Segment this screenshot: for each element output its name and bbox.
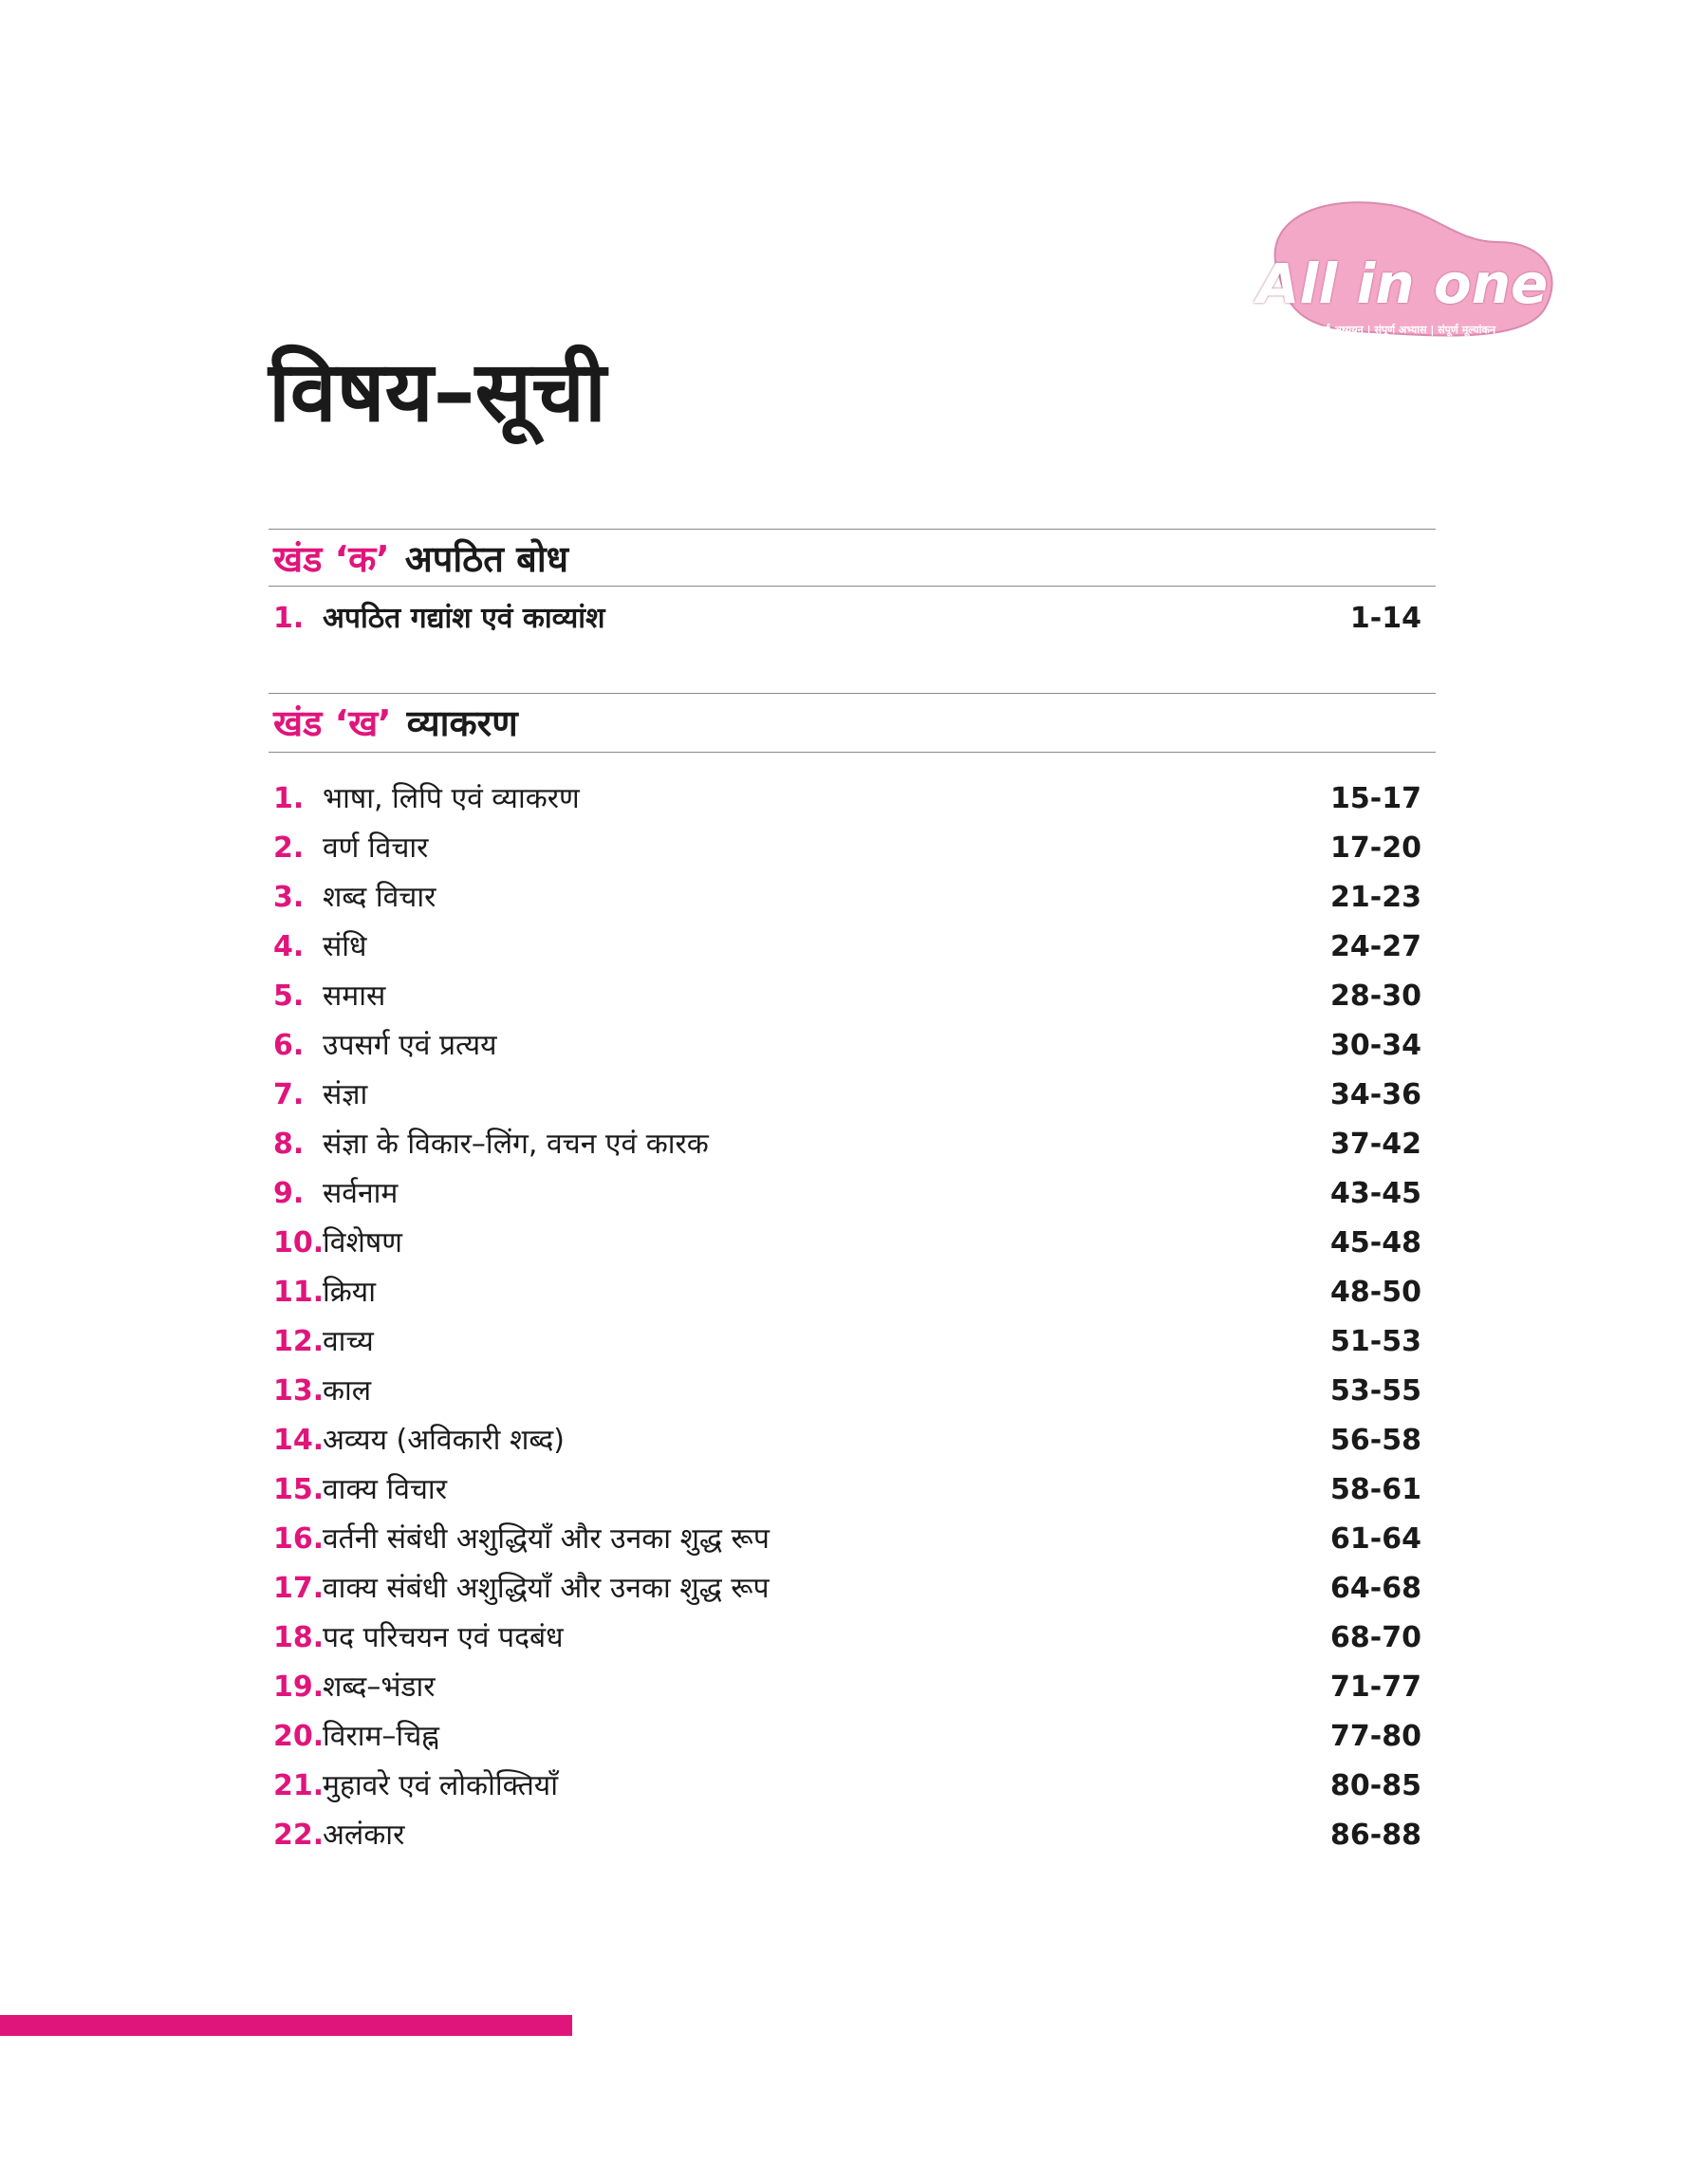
toc-entry[interactable] [273, 1568, 1421, 1610]
entry-pages: 30-34 [1330, 1029, 1421, 1062]
entry-number: 16. [273, 1522, 325, 1556]
toc-entry[interactable] [273, 598, 1421, 640]
entry-pages: 34-36 [1330, 1078, 1421, 1111]
toc-entry[interactable] [273, 1074, 1421, 1116]
entry-title: अव्यय (अविकारी शब्द) [323, 1424, 566, 1457]
section-heading [273, 538, 569, 580]
logo-wordmark: All in one [1256, 252, 1549, 316]
entry-pages: 28-30 [1330, 980, 1421, 1013]
toc-entry[interactable] [273, 828, 1421, 869]
section-heading [273, 702, 518, 744]
toc-entry[interactable] [273, 1321, 1421, 1363]
entry-number: 2. [273, 831, 305, 865]
entry-title: सर्वनाम [323, 1177, 399, 1210]
toc-entry[interactable] [273, 877, 1421, 919]
toc-entry[interactable] [273, 1667, 1421, 1708]
section-divider [269, 529, 1436, 530]
entry-number: 7. [273, 1078, 305, 1111]
entry-pages: 61-64 [1330, 1522, 1421, 1556]
section-label: खंड ‘ख’ [273, 702, 392, 744]
entry-pages: 15-17 [1330, 782, 1421, 815]
entry-number: 3. [273, 881, 305, 914]
entry-title: संज्ञा के विकार–लिंग, वचन एवं कारक [323, 1128, 709, 1161]
section-divider [269, 693, 1436, 694]
entry-title: वर्ण विचार [323, 831, 429, 865]
entry-number: 21. [273, 1769, 325, 1802]
toc-entry[interactable] [273, 1765, 1421, 1807]
brand-logo [1251, 190, 1564, 342]
entry-pages: 45-48 [1330, 1226, 1421, 1259]
bottom-accent-bar [0, 2015, 572, 2036]
entry-pages: 1-14 [1349, 602, 1421, 635]
entry-pages: 68-70 [1330, 1621, 1421, 1654]
entry-title: वर्तनी संबंधी अशुद्धियाँ और उनका शुद्ध रूप [323, 1522, 770, 1556]
toc-entry[interactable] [273, 1815, 1421, 1856]
toc-entry[interactable] [273, 1222, 1421, 1264]
entry-title: संधि [323, 930, 367, 963]
section-name: अपठित बोध [404, 538, 569, 580]
entry-title: विराम–चिह्न [323, 1720, 439, 1753]
entry-pages: 21-23 [1330, 881, 1421, 914]
logo-tagline: संपूर्ण अध्ययन | संपूर्ण अभ्यास | संपूर्ण मूल्यांकन [1309, 324, 1496, 336]
entry-number: 11. [273, 1276, 325, 1309]
toc-entry[interactable] [273, 1469, 1421, 1511]
entry-title: शब्द–भंडार [323, 1670, 436, 1704]
entry-pages: 24-27 [1330, 930, 1421, 963]
toc-entry[interactable] [273, 778, 1421, 820]
page-title: विषय–सूची [269, 343, 606, 440]
entry-number: 19. [273, 1670, 325, 1704]
entry-number: 5. [273, 980, 305, 1013]
toc-entry[interactable] [273, 1124, 1421, 1166]
entry-title: मुहावरे एवं लोकोक्तियाँ [323, 1769, 558, 1802]
toc-entry[interactable] [273, 976, 1421, 1017]
entry-title: अलंकार [323, 1819, 405, 1852]
entry-pages: 56-58 [1330, 1424, 1421, 1457]
toc-entry[interactable] [273, 1420, 1421, 1462]
entry-number: 13. [273, 1374, 325, 1408]
entry-number: 22. [273, 1819, 325, 1852]
entry-pages: 86-88 [1330, 1819, 1421, 1852]
entry-number: 20. [273, 1720, 325, 1753]
entry-pages: 48-50 [1330, 1276, 1421, 1309]
toc-entry[interactable] [273, 1519, 1421, 1560]
entry-pages: 51-53 [1330, 1325, 1421, 1358]
entry-title: समास [323, 980, 386, 1013]
section-name: व्याकरण [406, 702, 518, 744]
section-divider [269, 752, 1436, 753]
entry-number: 17. [273, 1572, 325, 1605]
entry-title: अपठित गद्यांश एवं काव्यांश [323, 602, 605, 635]
entry-number: 8. [273, 1128, 305, 1161]
entry-pages: 71-77 [1330, 1670, 1421, 1704]
section-label: खंड ‘क’ [273, 538, 390, 580]
entry-title: वाच्य [323, 1325, 374, 1358]
entry-title: क्रिया [323, 1276, 376, 1309]
entry-title: वाक्य संबंधी अशुद्धियाँ और उनका शुद्ध रूप [323, 1572, 770, 1605]
entry-pages: 37-42 [1330, 1128, 1421, 1161]
entry-number: 4. [273, 930, 305, 963]
toc-entry[interactable] [273, 926, 1421, 968]
entry-pages: 17-20 [1330, 831, 1421, 865]
toc-entry[interactable] [273, 1025, 1421, 1067]
entry-number: 10. [273, 1226, 325, 1259]
toc-entry[interactable] [273, 1716, 1421, 1758]
entry-title: वाक्य विचार [323, 1473, 447, 1506]
entry-title: शब्द विचार [323, 881, 436, 914]
section-divider [269, 586, 1436, 587]
entry-pages: 64-68 [1330, 1572, 1421, 1605]
toc-entry[interactable] [273, 1173, 1421, 1215]
entry-pages: 80-85 [1330, 1769, 1421, 1802]
entry-title: विशेषण [323, 1226, 402, 1259]
entry-number: 12. [273, 1325, 325, 1358]
entry-title: पद परिचयन एवं पदबंध [323, 1621, 564, 1654]
entry-pages: 77-80 [1330, 1720, 1421, 1753]
entry-pages: 53-55 [1330, 1374, 1421, 1408]
entry-title: उपसर्ग एवं प्रत्यय [323, 1029, 497, 1062]
entry-number: 6. [273, 1029, 305, 1062]
entry-number: 1. [273, 782, 305, 815]
entry-number: 15. [273, 1473, 325, 1506]
entry-number: 14. [273, 1424, 325, 1457]
entry-number: 9. [273, 1177, 305, 1210]
entry-title: संज्ञा [323, 1078, 368, 1111]
entry-number: 1. [273, 602, 305, 635]
entry-number: 18. [273, 1621, 325, 1654]
entry-title: काल [323, 1374, 372, 1408]
toc-entry[interactable] [273, 1617, 1421, 1659]
entry-pages: 43-45 [1330, 1177, 1421, 1210]
toc-entry[interactable] [273, 1371, 1421, 1412]
toc-entry[interactable] [273, 1272, 1421, 1314]
entry-pages: 58-61 [1330, 1473, 1421, 1506]
entry-title: भाषा, लिपि एवं व्याकरण [323, 782, 580, 815]
